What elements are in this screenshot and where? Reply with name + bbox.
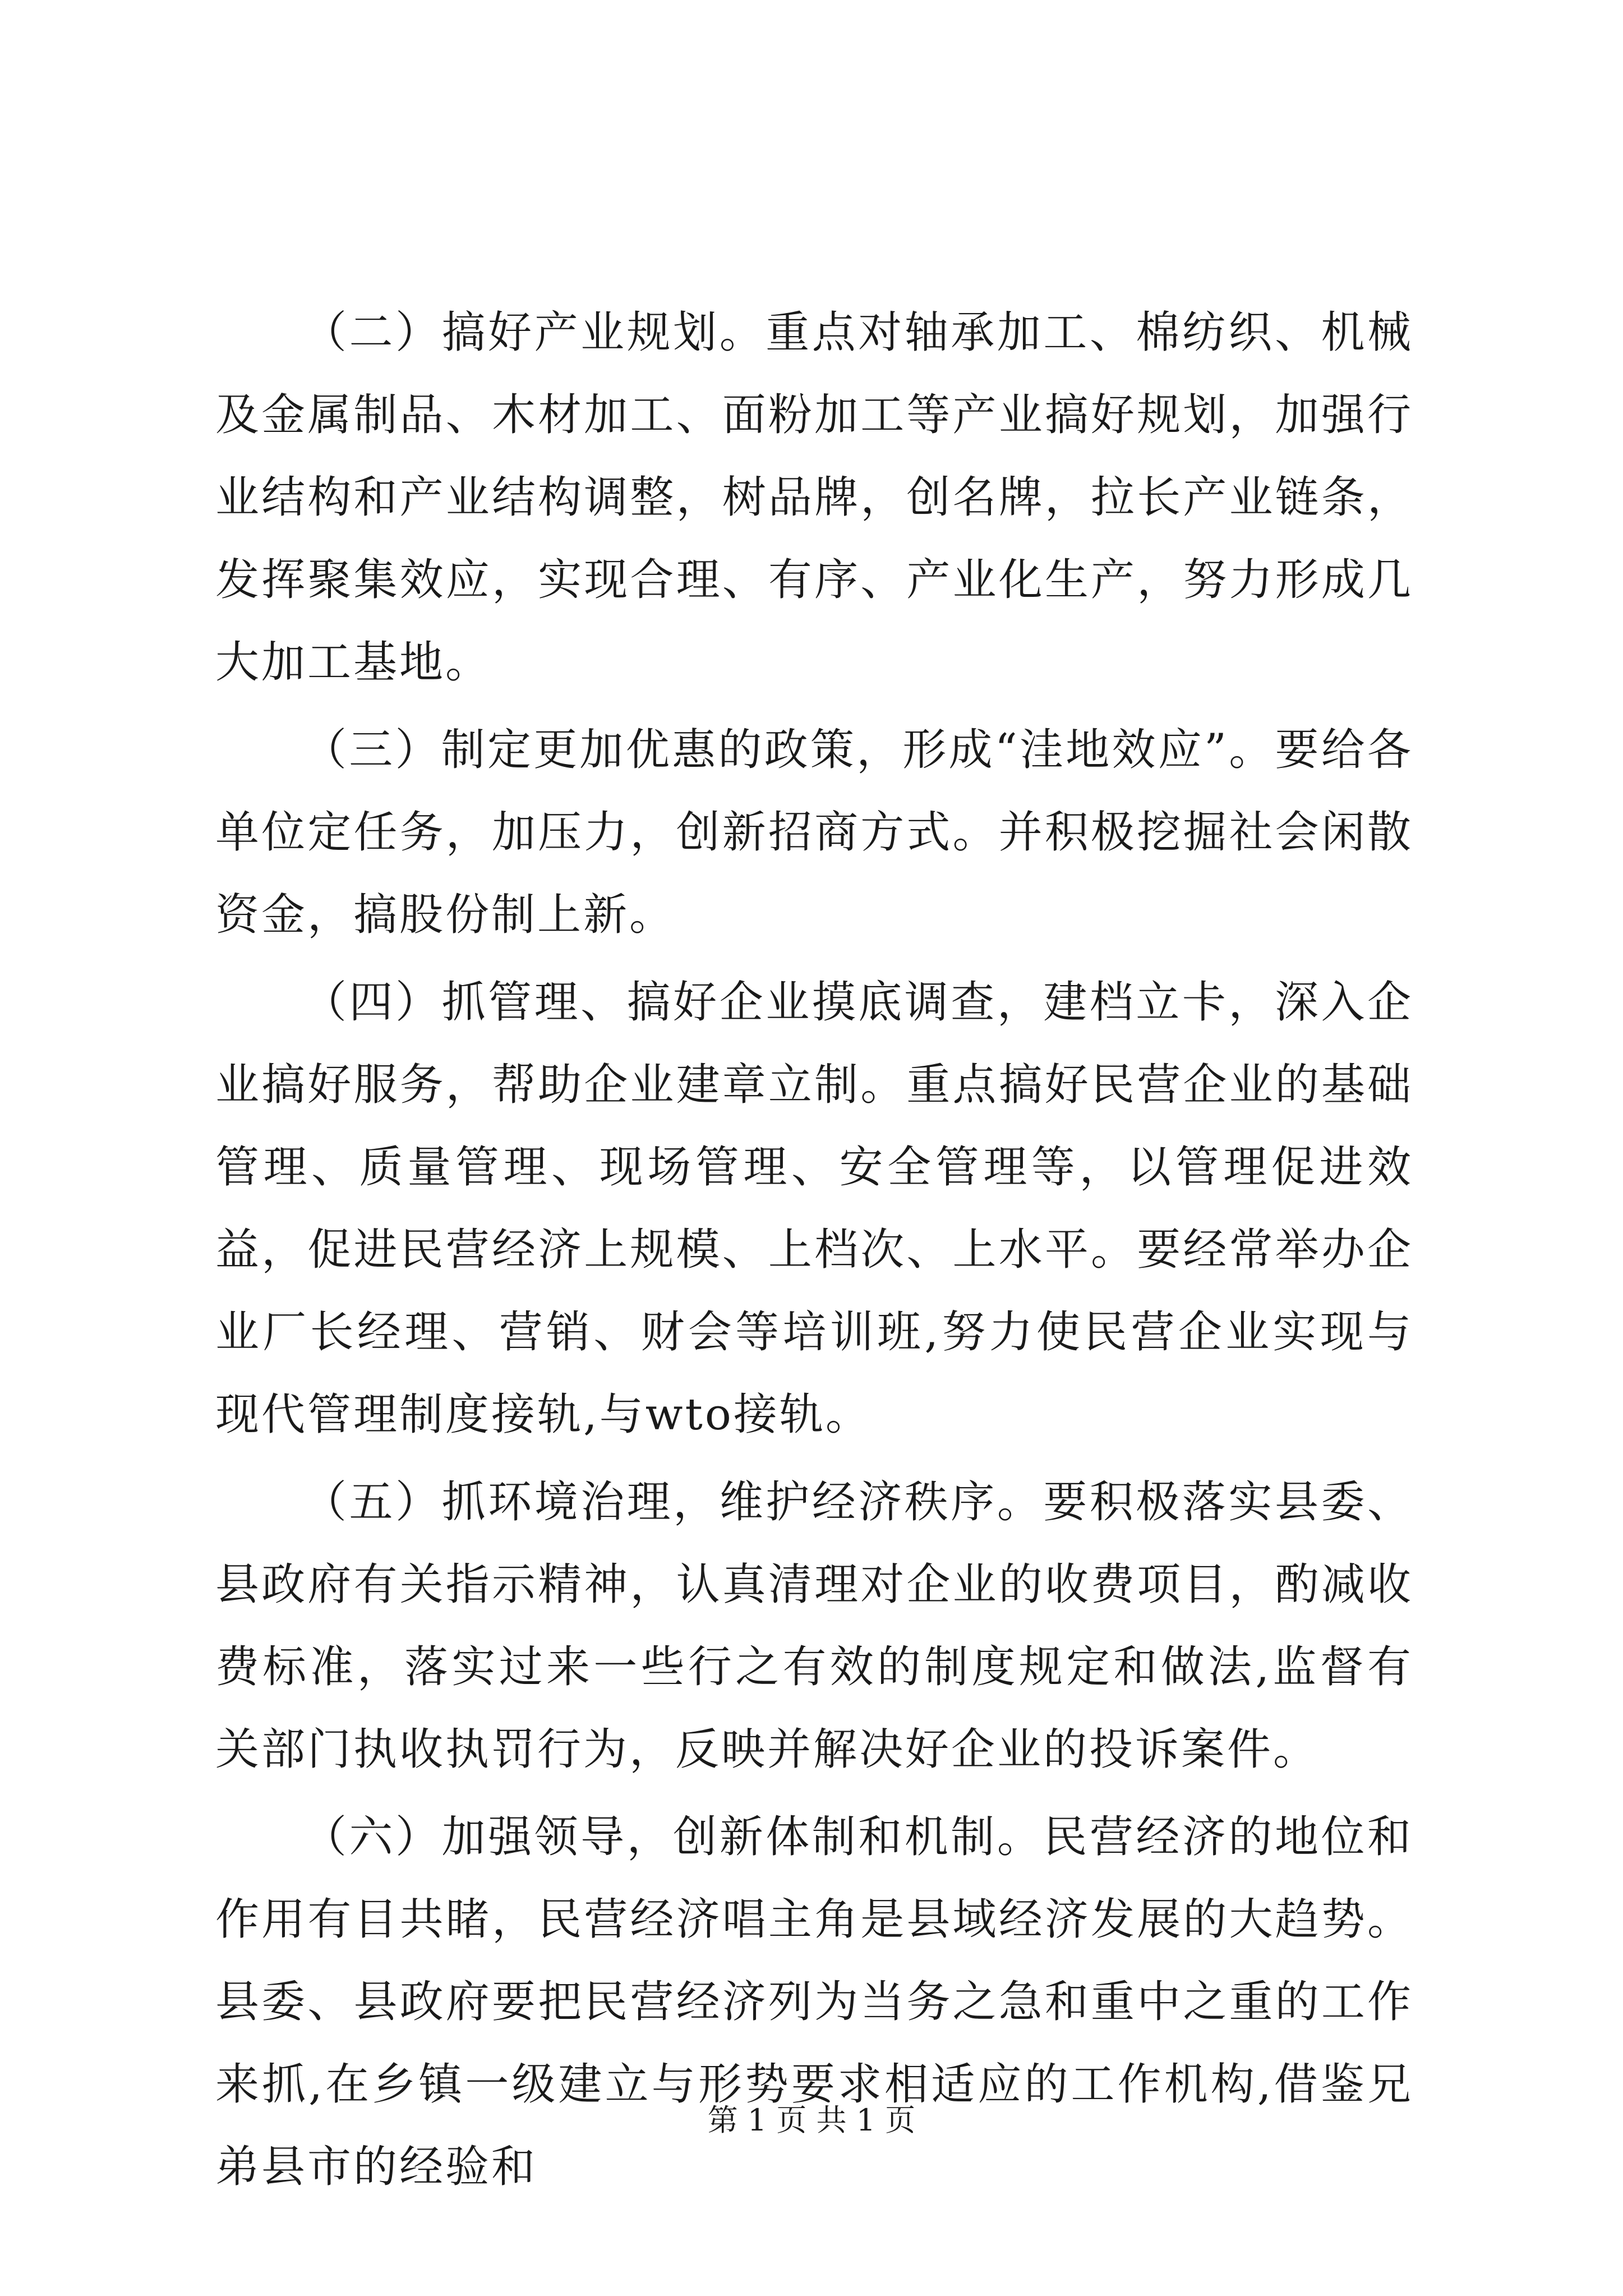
- document-body: [215, 292, 1413, 2214]
- paragraph-preferential-policy: （三）制定更加优惠的政策，形成“洼地效应”。要给各单位定任务，加压力，创新招商方式。并积极挖掘社会闲散资金，搞股份制上新。: [215, 725, 1413, 940]
- paragraph-leadership: （六）加强领导，创新体制和机制。民营经济的地位和作用有目共睹，民营经济唱主角是县域经济发展的大趋势。县委、县政府要把民营经济列为当务之急和重中之重的工作来抓,在乡镇一级建立与形势要求相适应的工作机构,借鉴兄弟县市的经验和: [215, 1812, 1413, 2192]
- paragraph-environment-governance: （五）抓环境治理，维护经济秩序。要积极落实县委、县政府有关指示精神，认真清理对企业的收费项目，酌减收费标准，落实过来一些行之有效的制度规定和做法,监督有关部门执收执罚行为，反映并解决好企业的投诉案件。: [215, 1477, 1413, 1775]
- paragraph-industry-planning: （二）搞好产业规划。重点对轴承加工、棉纺织、机械及金属制品、木材加工、面粉加工等产业搞好规划，加强行业结构和产业结构调整，树品牌，创名牌，拉长产业链条，发挥聚集效应，实现合理、有序、产业化生产，努力形成几大加工基地。: [215, 307, 1413, 688]
- page-footer: 第 1 页 共 1 页: [707, 2102, 916, 2138]
- paragraph-management: （四）抓管理、搞好企业摸底调查，建档立卡，深入企业搞好服务，帮助企业建章立制。重点搞好民营企业的基础管理、质量管理、现场管理、安全管理等，以管理促进效益，促进民营经济上规模、上档次、上水平。要经常举办企业厂长经理、营销、财会等培训班,努力使民营企业实现与现代管理制度接轨,与wto接轨。: [215, 977, 1413, 1440]
